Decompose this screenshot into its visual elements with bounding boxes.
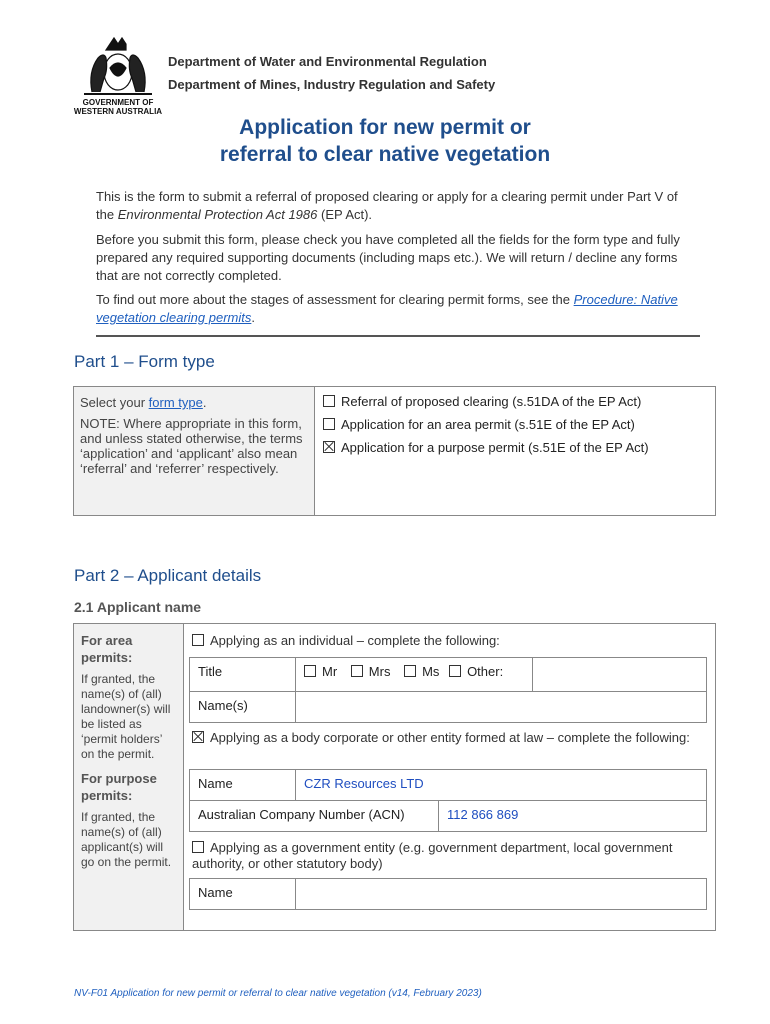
corporate-name-label: Name (190, 770, 296, 801)
form-type-link[interactable]: form type (148, 395, 203, 410)
form-type-note: NOTE: Where appropriate in this form, and unless stated otherwise, the terms ‘application’ and ‘applicant’ also mean ‘referral’ and ‘referrer’ respectively. (80, 416, 303, 476)
names-input[interactable] (296, 692, 707, 723)
form-type-table (73, 386, 716, 516)
government-fields (189, 878, 707, 910)
checkbox-mr[interactable] (304, 665, 316, 677)
individual-fields (189, 657, 707, 723)
option-referral[interactable]: Referral of proposed clearing (s.51DA of the EP Act) (323, 394, 707, 409)
option-individual[interactable]: Applying as an individual – complete the following: (192, 633, 500, 649)
section-divider (96, 335, 700, 337)
part2-heading: Part 2 – Applicant details (74, 566, 262, 585)
acn-label: Australian Company Number (ACN) (190, 801, 439, 832)
title-other-input[interactable] (533, 658, 707, 692)
government-label: GOVERNMENT OF WESTERN AUSTRALIA (73, 98, 163, 116)
checkbox-mrs[interactable] (351, 665, 363, 677)
department-name-1: Department of Water and Environmental Regulation (168, 54, 487, 69)
checkbox-other[interactable] (449, 665, 461, 677)
checkbox-area-permit[interactable] (323, 418, 335, 430)
option-body-corporate[interactable]: Applying as a body corporate or other entity formed at law – complete the following: (192, 730, 702, 746)
government-name-label: Name (190, 879, 296, 910)
acn-fields (189, 800, 707, 832)
checkbox-body-corporate-checked[interactable] (192, 731, 204, 743)
checkbox-referral[interactable] (323, 395, 335, 407)
procedure-link[interactable]: Procedure: Native vegetation clearing permits (96, 292, 678, 325)
applicant-guidance: For area permits: If granted, the name(s) of (all) landowner(s) will be listed as ‘permit holders’ on the permit. For purpose permits: If granted, the name(s) of (all) applicant(s) will go on the permit. (74, 624, 184, 930)
intro-paragraph-3: To find out more about the stages of assessment for clearing permit forms, see the Procedure: Native vegetation clearing permits. (96, 292, 678, 325)
checkbox-ms[interactable] (404, 665, 416, 677)
title-options: Mr Mrs Ms Other: (296, 658, 533, 692)
option-government-entity[interactable]: Applying as a government entity (e.g. government department, local government authority, or other statutory body) (192, 840, 673, 871)
department-name-2: Department of Mines, Industry Regulation and Safety (168, 77, 496, 92)
page-title: Application for new permit or referral to clear native vegetation (219, 116, 551, 166)
footer-document-id: NV-F01 Application for new permit or referral to clear native vegetation (v14, February 2023) (74, 988, 482, 999)
title-label: Title (190, 658, 296, 692)
applicant-details-table (73, 623, 716, 931)
form-type-options (315, 387, 716, 516)
checkbox-individual[interactable] (192, 634, 204, 646)
government-name-input[interactable] (296, 879, 707, 910)
corporate-fields (189, 769, 707, 801)
part1-heading: Part 1 – Form type (74, 352, 215, 371)
intro-paragraph-1: This is the form to submit a referral of proposed clearing or apply for a clearing permit under Part V of the Environmental Protection Act 1986 (EP Act). (96, 189, 678, 222)
acn-value[interactable]: 112 866 869 (439, 801, 707, 832)
checkbox-purpose-permit-checked[interactable] (323, 441, 335, 453)
names-label: Name(s) (190, 692, 296, 723)
applicant-name-subheading: 2.1 Applicant name (74, 599, 202, 615)
option-area-permit[interactable]: Application for an area permit (s.51E of the EP Act) (323, 417, 707, 432)
intro-paragraph-2: Before you submit this form, please check you have completed all the fields for the form type and fully prepared any required supporting documents (including maps etc.). We will return / decline any forms that are not correctly completed. (96, 232, 680, 283)
form-type-instructions: Select your form type. NOTE: Where appropriate in this form, and unless stated otherwise, the terms ‘application’ and ‘applicant’ also mean ‘referral’ and ‘referrer’ respectively. (74, 387, 315, 516)
corporate-name-value[interactable]: CZR Resources LTD (296, 770, 707, 801)
option-purpose-permit[interactable]: Application for a purpose permit (s.51E of the EP Act) (323, 440, 707, 455)
checkbox-government-entity[interactable] (192, 841, 204, 853)
